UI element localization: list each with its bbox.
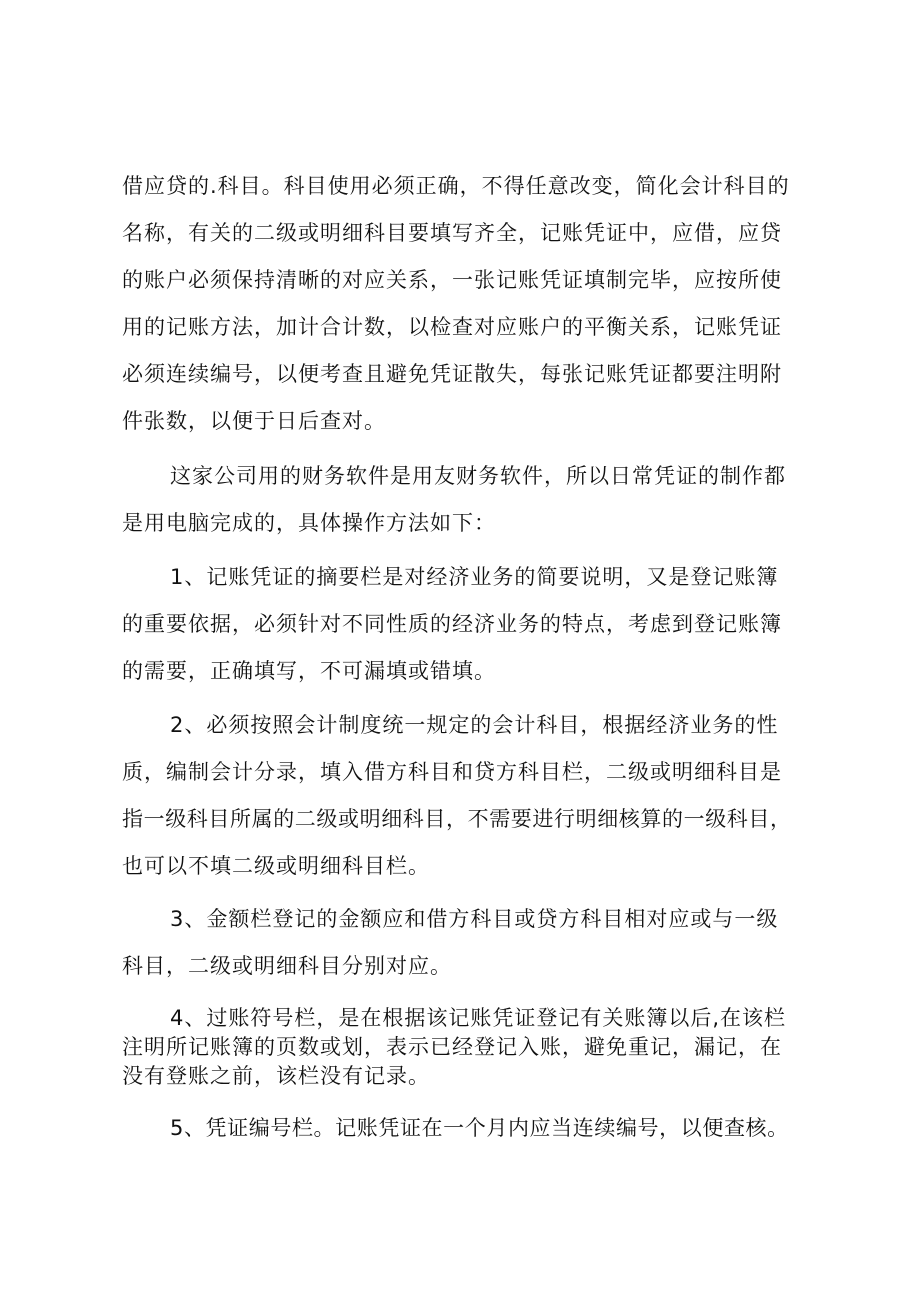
paragraph-1-line-1: 借应贷的.科目。科目使用必须正确，不得任意改变，简化会计科目的	[122, 174, 790, 198]
paragraph-3-line-3: 的需要，正确填写，不可漏填或错填。	[122, 659, 496, 683]
paragraph-2-line-1: 这家公司用的财务软件是用友财务软件，所以日常凭证的制作都	[170, 464, 786, 488]
paragraph-1-line-6: 件张数，以便于日后查对。	[122, 409, 386, 433]
paragraph-6-line-1: 4、过账符号栏，是在根据该记账凭证登记有关账簿以后,在该栏	[170, 1006, 787, 1030]
paragraph-4-line-1: 2、必须按照会计制度统一规定的会计科目，根据经济业务的性	[170, 713, 779, 737]
paragraph-5-line-1: 3、金额栏登记的金额应和借方科目或贷方科目相对应或与一级	[170, 907, 779, 931]
paragraph-5-line-2: 科目，二级或明细科目分别对应。	[122, 954, 452, 978]
paragraph-4-line-3: 指一级科目所属的二级或明细科目，不需要进行明细核算的一级科目，	[122, 807, 792, 831]
paragraph-6-line-2: 注明所记账簿的页数或划，表示已经登记入账，避免重记，漏记，在	[122, 1035, 782, 1059]
paragraph-3-line-2: 的重要依据，必须针对不同性质的经济业务的特点，考虑到登记账簿	[122, 612, 782, 636]
paragraph-2-line-2: 是用电脑完成的，具体操作方法如下：	[122, 511, 496, 535]
paragraph-6-line-3: 没有登账之前，该栏没有记录。	[122, 1064, 430, 1088]
paragraph-7-line-1: 5、凭证编号栏。记账凭证在一个月内应当连续编号，以便查核。	[170, 1116, 789, 1140]
paragraph-1-line-3: 的账户必须保持清晰的对应关系，一张记账凭证填制完毕，应按所使	[122, 268, 782, 292]
paragraph-3-line-1: 1、记账凭证的摘要栏是对经济业务的简要说明，又是登记账簿	[170, 565, 779, 589]
paragraph-1-line-4: 用的记账方法，加计合计数，以检查对应账户的平衡关系，记账凭证	[122, 315, 782, 339]
paragraph-1-line-5: 必须连续编号，以便考查且避免凭证散失，每张记账凭证都要注明附	[122, 362, 782, 386]
paragraph-4-line-4: 也可以不填二级或明细科目栏。	[122, 854, 430, 878]
paragraph-4-line-2: 质，编制会计分录，填入借方科目和贷方科目栏，二级或明细科目是	[122, 760, 782, 784]
paragraph-1-line-2: 名称，有关的二级或明细科目要填写齐全，记账凭证中，应借，应贷	[122, 221, 782, 245]
